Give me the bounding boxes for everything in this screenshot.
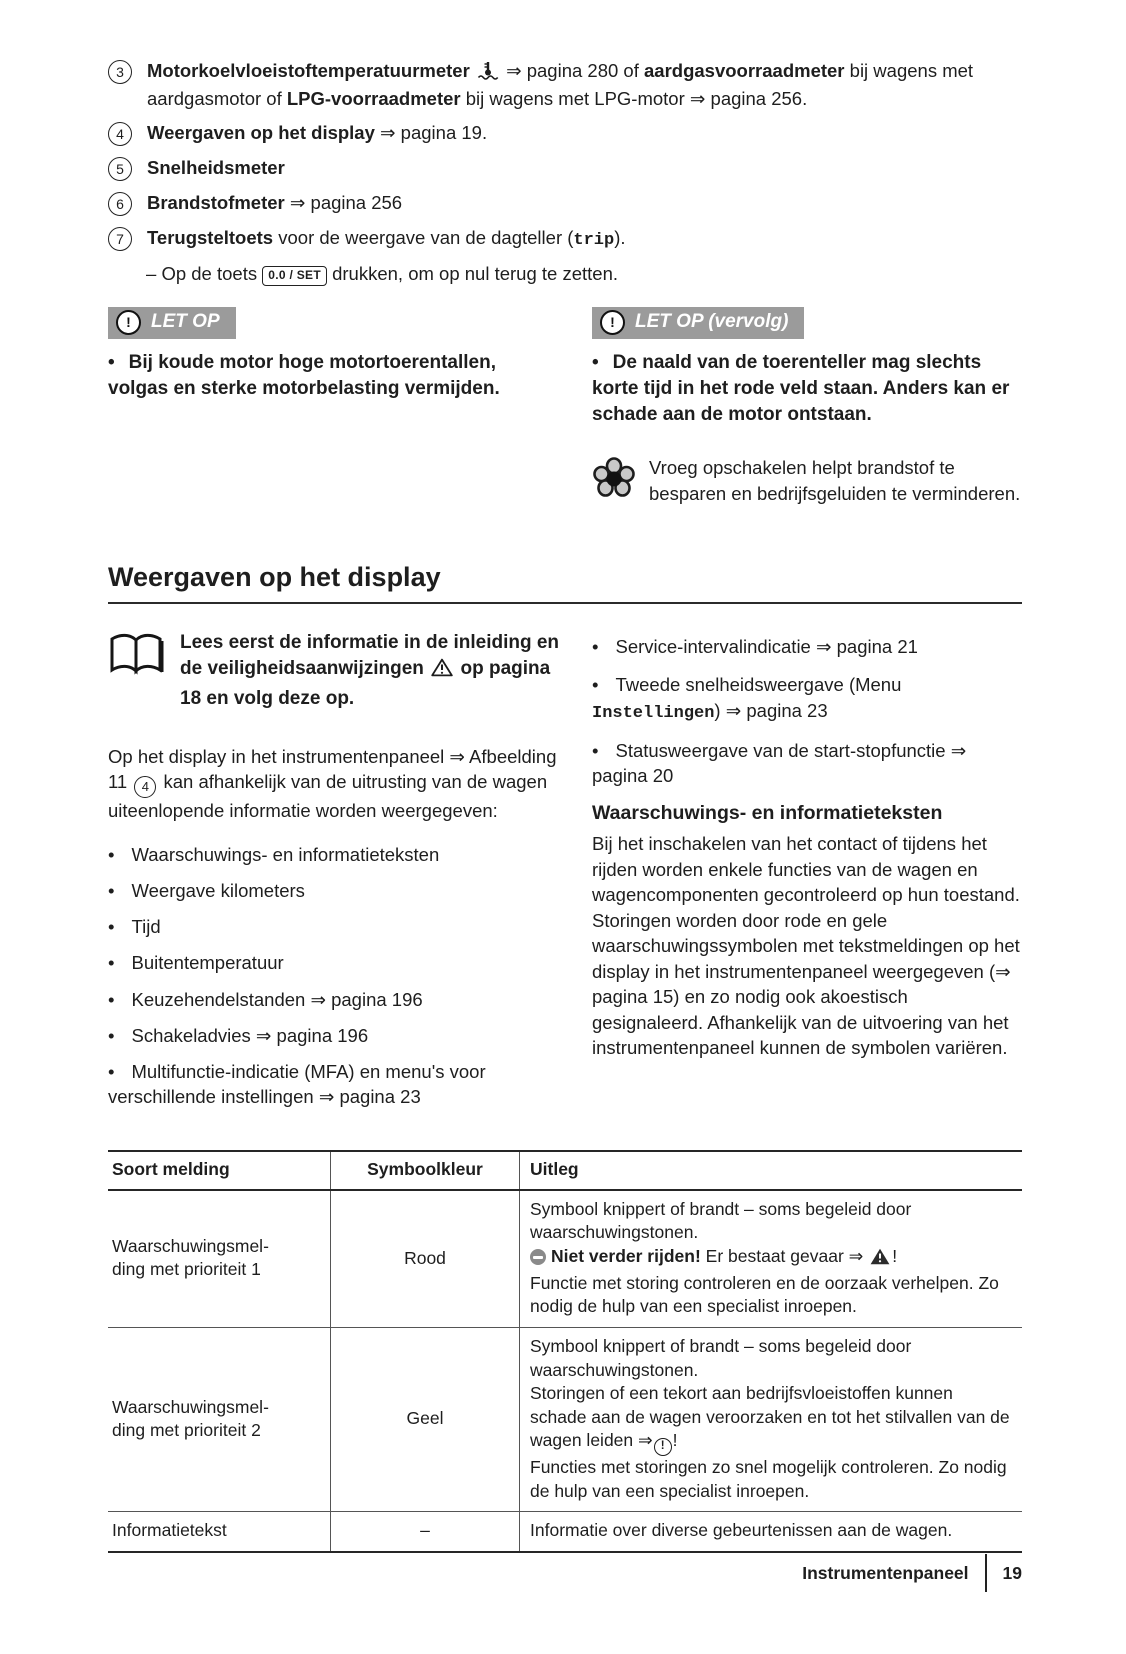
- caution-note-left: [108, 307, 560, 402]
- symbol-color-cell: Rood: [331, 1190, 520, 1328]
- message-types-table: [108, 1150, 1022, 1553]
- term: Terugsteltoets: [147, 227, 274, 249]
- text-line: Symbool knippert of brandt – soms begeleid door waarschuwingstonen.: [530, 1335, 912, 1380]
- legend-item-text: [147, 58, 1022, 111]
- page-number: 19: [1002, 1562, 1022, 1583]
- text-run: Tweede snelheidsweergave (Menu: [615, 674, 902, 696]
- warning-triangle-filled-icon: [870, 1248, 890, 1272]
- page-footer: [802, 1554, 1022, 1592]
- text-run: !: [892, 1246, 898, 1267]
- exclamation-circle-icon: [654, 1438, 672, 1456]
- table-row: [108, 1327, 1022, 1512]
- text-line: Waarschuwingsmel-: [112, 1235, 269, 1256]
- list-item: • Keuzehendelstanden ⇒ pagina 196: [108, 987, 560, 1012]
- list-item: • Schakeladvies ⇒ pagina 196: [108, 1023, 560, 1048]
- read-first-text: op pagina 18 en volg deze op.: [180, 658, 551, 709]
- list-item: • Service-intervalindicatie ⇒ pagina 21: [592, 634, 1022, 659]
- caution-text: • De naald van de toerenteller mag slechts korte tijd in het rode veld staan. Anders kan er schade aan de motor ontstaan.: [592, 350, 1022, 429]
- warning-triangle-icon: [431, 658, 453, 685]
- text-run: ⇒ pagina 280 of: [506, 60, 639, 81]
- coolant-temperature-icon: [477, 60, 499, 86]
- legend-item-4: [108, 120, 1022, 146]
- text-line: Symbool knippert of brandt – soms begeleid door waarschuwingstonen.: [530, 1198, 912, 1243]
- read-first-text: Lees eerst de informatie in de inleiding en de veiligheidsaanwijzingen: [180, 632, 560, 680]
- term: Motorkoelvloeistoftemperatuurmeter: [147, 60, 470, 81]
- text-run: kan afhankelijk van de uitrusting van de wagen uiteenlopende informatie worden weergegeven:: [108, 771, 548, 822]
- text-run: ⇒ pagina 19.: [380, 122, 488, 144]
- column-header: Uitleg: [520, 1151, 1023, 1190]
- text-run: !: [672, 1430, 678, 1451]
- legend-item-text: [147, 155, 285, 181]
- symbol-color-cell: Geel: [331, 1327, 520, 1512]
- explanation-cell: [520, 1327, 1023, 1512]
- list-item: • Tijd: [108, 914, 560, 939]
- legend-item-6: [108, 190, 1022, 216]
- term: LPG-voorraadmeter: [286, 88, 461, 110]
- caution-banner-continued: [592, 307, 804, 339]
- subsection-paragraph: Bij het inschakelen van het contact of tijdens het rijden worden enkele functies van de wagen en wagencomponenten gecontroleerd op hun toestand. Storingen worden door rode en gele waarschuwingssymbolen met tekstmeldingen op het display in het instrumentenpaneel weergegeven (⇒ pagina 15) en zo nodig ook akoestisch gesignaleerd. Afhankelijk van de uitvoering van het instrumentenpaneel kunnen de symbolen variëren.: [592, 833, 1020, 1059]
- text-run: ⇒ pagina 256: [289, 192, 403, 214]
- message-type-cell: [108, 1190, 331, 1328]
- symbol-color-cell: –: [331, 1512, 520, 1552]
- circled-number-icon: 4: [108, 122, 132, 146]
- trip-reset-button-icon: 0.0 / SET: [262, 266, 327, 285]
- exclamation-circle-icon: [116, 310, 141, 335]
- text-run: Storingen of een tekort aan bedrijfsvloeistoffen kunnen schade aan de wagen veroorzaken en tot het stilvallen van de wagen leiden ⇒: [530, 1383, 1010, 1451]
- text-line: Waarschuwingsmel-: [112, 1396, 269, 1417]
- message-type-cell: Informatietekst: [108, 1512, 331, 1552]
- intro-paragraph: [108, 744, 560, 824]
- list-item: • Multifunctie-indicatie (MFA) en menu's voor verschillende instellingen ⇒ pagina 23: [108, 1059, 560, 1109]
- text-run: Er bestaat gevaar ⇒: [705, 1246, 864, 1267]
- caution-note-right: [592, 307, 1022, 507]
- list-item: • Waarschuwings- en informatieteksten: [108, 842, 560, 867]
- subsection-heading: Waarschuwings- en informatieteksten: [592, 802, 943, 824]
- emphasis: Niet verder rijden!: [551, 1246, 701, 1267]
- text-run: ) ⇒ pagina 23: [714, 699, 828, 721]
- circled-number-icon: 6: [108, 192, 132, 216]
- list-item: • Statusweergave van de start-stopfunctie ⇒ pagina 20: [592, 738, 1022, 788]
- list-item: [592, 672, 1022, 724]
- caution-banner-title: LET OP: [151, 311, 220, 333]
- dash: –: [146, 263, 157, 285]
- explanation-cell: [520, 1512, 1023, 1552]
- table-row: [108, 1190, 1022, 1328]
- legend-item-text: [147, 225, 626, 252]
- caution-notes: [108, 307, 1022, 507]
- section-body: [108, 630, 1022, 1120]
- display-info-list: [108, 842, 560, 1109]
- table-header-row: [108, 1151, 1022, 1190]
- caution-banner: [108, 307, 236, 339]
- text-line: [530, 1382, 1012, 1456]
- left-column: [108, 630, 560, 1120]
- text-line: ding met prioriteit 2: [112, 1420, 261, 1441]
- read-first-note: [108, 630, 560, 712]
- footer-divider: [985, 1554, 987, 1592]
- term: Snelheidsmeter: [147, 157, 285, 179]
- table-row: [108, 1512, 1022, 1552]
- text-run: Op de toets: [161, 263, 258, 285]
- eco-flower-icon: [592, 457, 636, 504]
- text-run: Op het display in het instrumentenpaneel ⇒ Afbeelding 11: [108, 745, 557, 793]
- text-line: ding met prioriteit 1: [112, 1259, 261, 1280]
- legend-item-text: [147, 120, 487, 146]
- message-type-cell: [108, 1327, 331, 1512]
- text-line: [530, 1245, 1012, 1272]
- term: Brandstofmeter: [147, 192, 285, 214]
- no-entry-icon: [530, 1249, 546, 1265]
- text-run: bij wagens met aardgasmotor of: [147, 60, 974, 110]
- section-title: Weergaven op het display: [108, 562, 1022, 604]
- eco-note: [592, 455, 1022, 506]
- column-header: Soort melding: [108, 1151, 331, 1190]
- text-line: Informatie over diverse gebeurtenissen aan de wagen.: [530, 1520, 953, 1541]
- circled-number-icon: 3: [108, 60, 132, 84]
- open-book-icon: [108, 633, 166, 685]
- text-run: voor de weergave van de dagteller (: [278, 227, 574, 249]
- column-header: Symboolkleur: [331, 1151, 520, 1190]
- text-run: ).: [614, 227, 626, 249]
- text-line: Functies met storingen zo snel mogelijk controleren. Zo nodig de hulp van een specialist inroepen.: [530, 1457, 1007, 1501]
- text-run: drukken, om op nul terug te zetten.: [332, 263, 619, 285]
- caution-banner-title: LET OP (vervolg): [635, 311, 789, 333]
- term: aardgasvoorraadmeter: [644, 60, 845, 81]
- caution-text: • Bij koude motor hoge motortoerentallen, volgas en sterke motorbelasting vermijden.: [108, 350, 560, 402]
- list-item: • Weergave kilometers: [108, 878, 560, 903]
- mono-term: trip: [573, 231, 615, 251]
- legend-item-3: [108, 58, 1022, 111]
- term: Weergaven op het display: [147, 122, 375, 144]
- legend-subitem: [146, 261, 1022, 286]
- legend-item-5: [108, 155, 1022, 181]
- legend-item-text: [147, 190, 402, 216]
- footer-section-label: Instrumentenpaneel: [802, 1562, 969, 1583]
- right-column: [592, 630, 1022, 1060]
- circled-number-icon: 4: [134, 776, 156, 798]
- eco-text: Vroeg opschakelen helpt brandstof te besparen en bedrijfsgeluiden te verminderen.: [649, 457, 1021, 504]
- list-item: • Buitentemperatuur: [108, 950, 560, 975]
- mono-term: Instellingen: [592, 703, 715, 723]
- exclamation-circle-icon: [600, 310, 625, 335]
- text-run: bij wagens met LPG-motor ⇒ pagina 256.: [465, 88, 808, 110]
- legend-item-7: [108, 225, 1022, 252]
- circled-number-icon: 7: [108, 227, 132, 251]
- text-line: Functie met storing controleren en de oorzaak verhelpen. Zo nodig de hulp van een specialist inroepen.: [530, 1272, 999, 1317]
- explanation-cell: [520, 1190, 1023, 1328]
- display-info-list-right: [592, 634, 1022, 788]
- circled-number-icon: 5: [108, 157, 132, 181]
